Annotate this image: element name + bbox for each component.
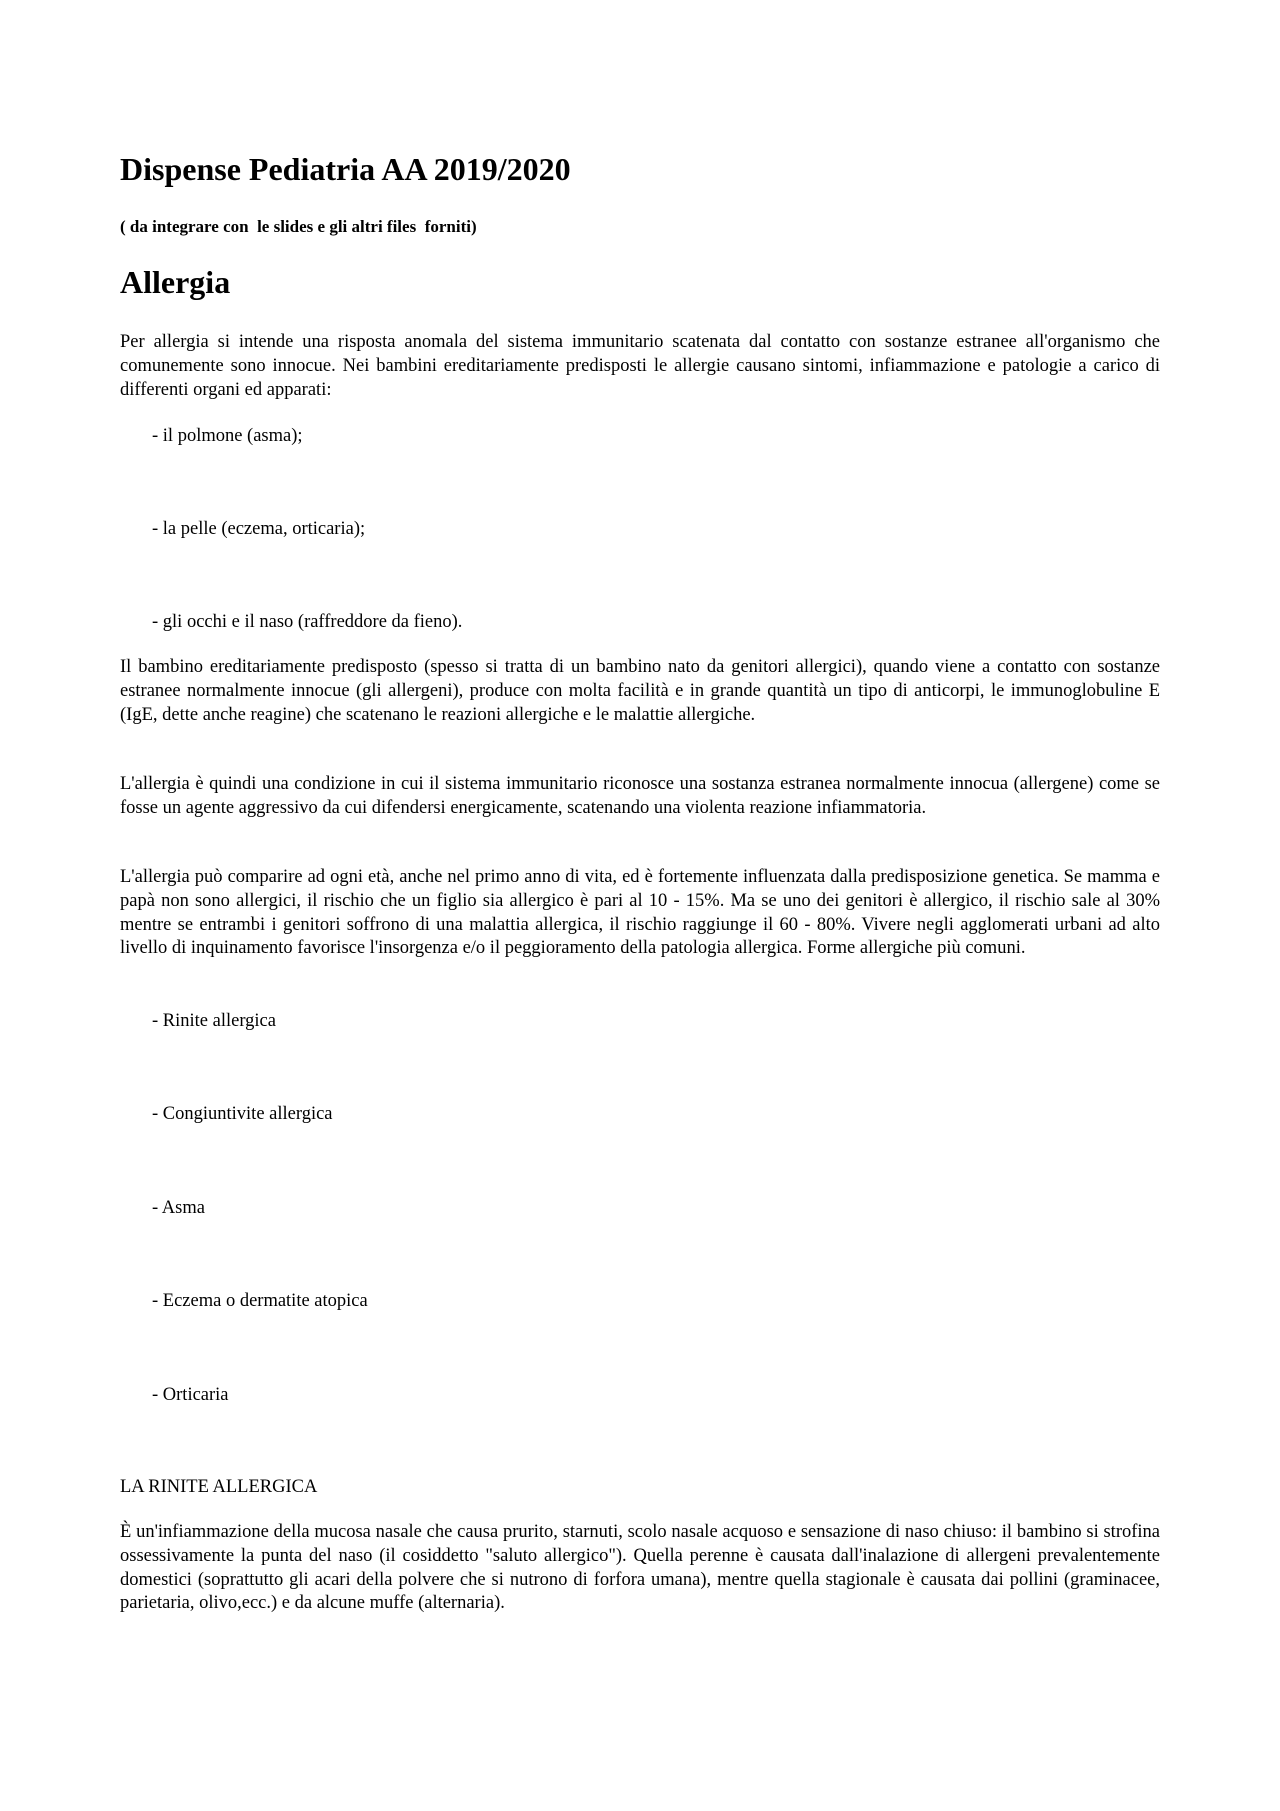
organ-item: - la pelle (eczema, orticaria);: [152, 519, 366, 539]
document-title: Dispense Pediatria AA 2019/2020: [120, 151, 571, 187]
organ-item: - il polmone (asma);: [152, 426, 303, 446]
rinite-heading: LA RINITE ALLERGICA: [120, 1477, 318, 1497]
intro-paragraph: Per allergia si intende una risposta anomala del sistema immunitario scatenata dal contatto con sostanze estranee all'organismo che comunemente sono innocue. Nei bambini ereditariamente predisposti le allergie causano sintomi, infiammazione e patologie a carico di differenti organi ed apparati:: [120, 332, 1160, 400]
paragraph-condizione: L'allergia è quindi una condizione in cui il sistema immunitario riconosce una sostanza estranea normalmente innocua (allergene) come se fosse un agente aggressivo da cui difendersi energicamente, scatenando una violenta reazione infiammatoria.: [120, 774, 1160, 818]
allergy-form-item: - Congiuntivite allergica: [152, 1104, 333, 1124]
allergy-form-item: - Asma: [152, 1198, 205, 1218]
allergy-form-item: - Rinite allergica: [152, 1011, 276, 1031]
allergy-form-item: - Eczema o dermatite atopica: [152, 1291, 368, 1311]
organ-item: - gli occhi e il naso (raffreddore da fieno).: [152, 612, 463, 632]
paragraph-bambino: Il bambino ereditariamente predisposto (spesso si tratta di un bambino nato da genitori allergici), quando viene a contatto con sostanze estranee normalmente innocue (gli allergeni), produce con molta facilità e in grande quantità un tipo di anticorpi, le immunoglobuline E (IgE, dette anche reagine) che scatenano le reazioni allergiche e le malattie allergiche.: [120, 657, 1160, 725]
section-heading-allergia: Allergia: [120, 264, 231, 300]
allergy-form-item: - Orticaria: [152, 1385, 229, 1405]
document-subtitle: ( da integrare con le slides e gli altri files forniti): [120, 217, 477, 236]
rinite-paragraph: È un'infiammazione della mucosa nasale che causa prurito, starnuti, scolo nasale acquoso e sensazione di naso chiuso: il bambino si strofina ossessivamente la punta del naso (il cosiddetto "saluto allergico"). Quella perenne è causata dall'inalazione di allergeni prevalentemente domestici (soprattutto gli acari della polvere che si nutrono di forfora umana), mentre quella stagionale è causata dai pollini (graminacee, parietaria, olivo,ecc.) e da alcune muffe (alternaria).: [120, 1522, 1160, 1614]
paragraph-eta: L'allergia può comparire ad ogni età, anche nel primo anno di vita, ed è fortemente influenzata dalla predisposizione genetica. Se mamma e papà non sono allergici, il rischio che un figlio sia allergico è pari al 10 - 15%. Ma se uno dei genitori è allergico, il rischio sale al 30% mentre se entrambi i genitori soffrono di una malattia allergica, il rischio raggiunge il 60 - 80%. Vivere negli agglomerati urbani ad alto livello di inquinamento favorisce l'insorgenza e/o il peggioramento della patologia allergica. Forme allergiche più comuni.: [120, 867, 1160, 959]
